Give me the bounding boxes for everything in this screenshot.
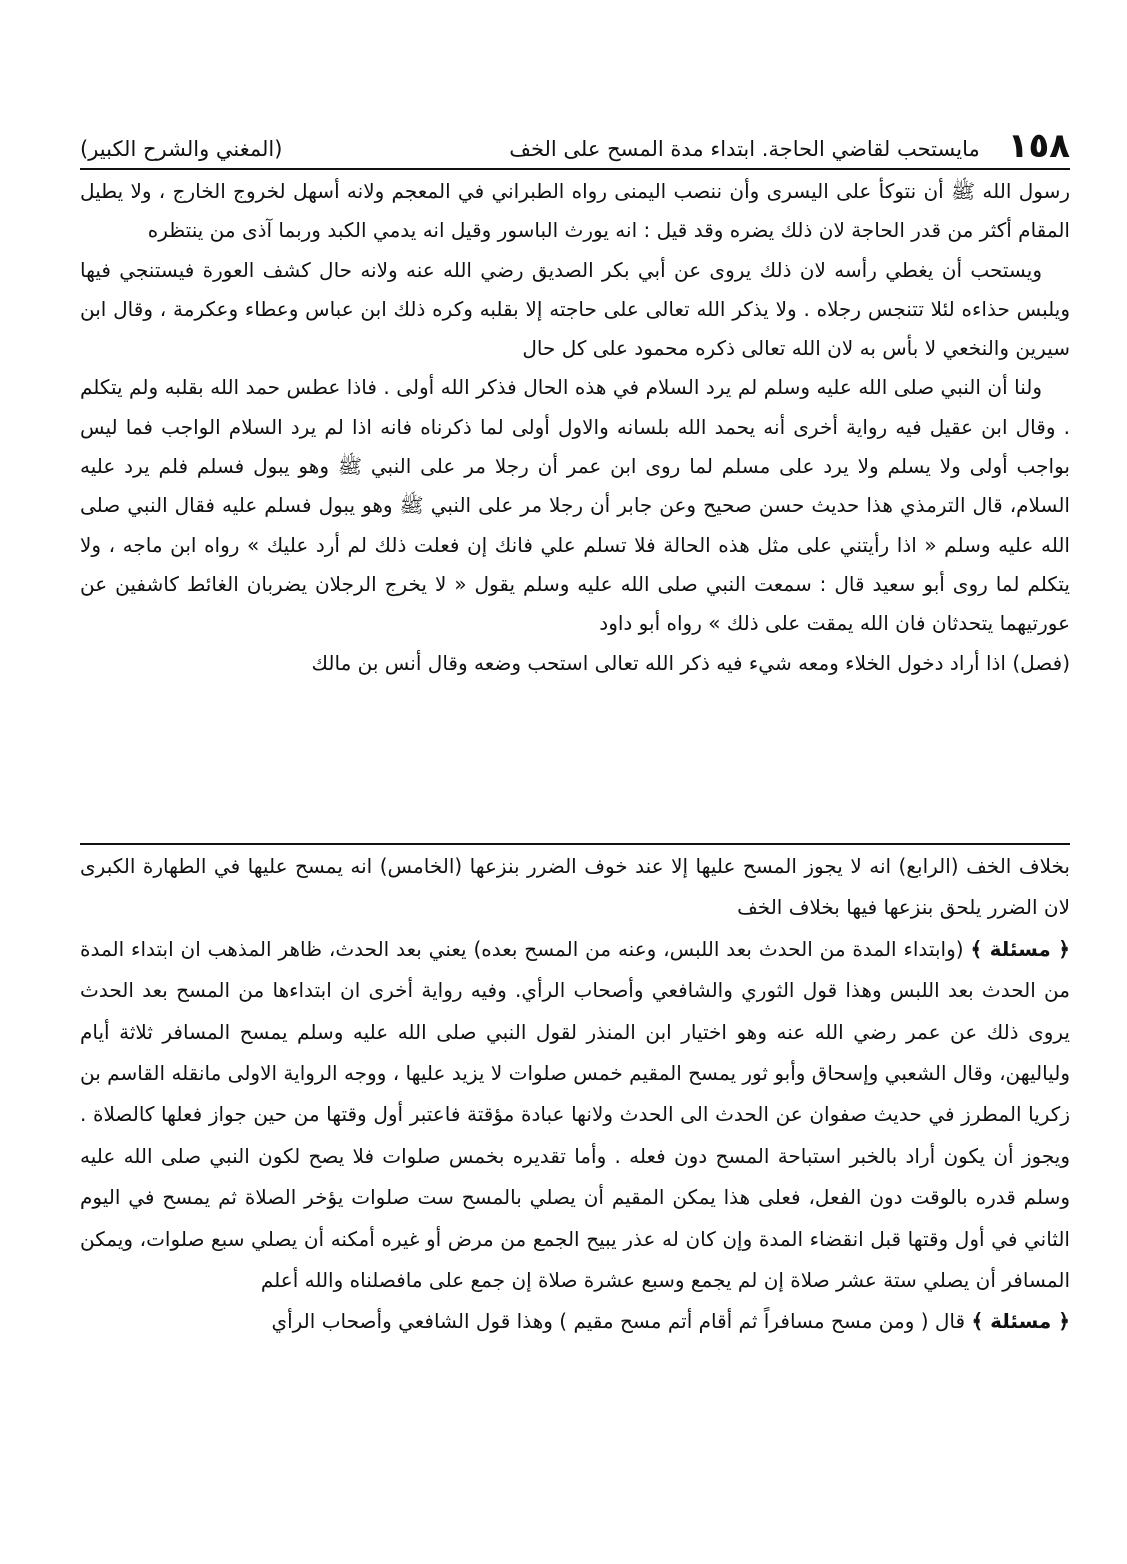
text-paragraph: (فصل) اذا أراد دخول الخلاء ومعه شيء فيه ذكر الله تعالى استحب وضعه وقال أنس بن مالك bbox=[311, 650, 1070, 675]
running-title: مايستحب لقاضي الحاجة. ابتداء مدة المسح على الخف bbox=[509, 137, 980, 161]
text-paragraph: ويستحب أن يغطي رأسه لان ذلك يروى عن أبي بكر الصديق رضي الله عنه ولانه حال كشف العورة فيستنجي فيها ويلبس حذاءه لئلا تتنجس رجلاه . ولا يذكر الله تعالى على حاجته إلا بقلبه وكره ذلك ابن عباس وعطاء وعكرمة ، وقال ابن سيرين والنخعي لا بأس به لان الله تعالى ذكره محمود على كل حال bbox=[80, 257, 1070, 361]
paragraph-body: (وابتداء المدة من الحدث بعد اللبس، وعنه من المسح بعده) يعني بعد الحدث، ظاهر المذهب ان ابتداء المدة من الحدث بعد اللبس وهذا قول الثوري والشافعي وأصحاب الرأي. وفيه رواية أخرى ان ابتداءها من المسح بعد الحدث يروى ذلك عن عمر رضي الله عنه وهو اختيار ابن المنذر لقول النبي صلى الله عليه وسلم يمسح المسافر ثلاثة أيام ولياليهن، وقال الشعبي وإسحاق وأبو ثور يمسح المقيم خمس صلوات لا يزيد عليها ، ووجه الرواية الاولى مانقله القاسم بن زكريا المطرز في حديث صفوان عن الحدث الى الحدث ولانها عبادة مؤقتة فاعتبر أول وقتها من حين جواز فعلها كالصلاة . ويجوز أن يكون أراد بالخبر استباحة المسح دون فعله . وأما تقديره بخمس صلوات فلا يصح لكون النبي صلى الله عليه وسلم قدره بالوقت دون الفعل، فعلى هذا يمكن المقيم أن يصلي بالمسح ست صلوات يؤخر الصلاة ثم يمسح في اليوم الثاني في أول وقتها قبل انقضاء المدة وإن كان له عذر يبيح الجمع من مرض أو غيره أمكنه أن يصلي سبع صلوات، ويمكن المسافر أن يصلي ستة عشر صلاة إن لم يجمع وسبع عشرة صلاة إن جمع على مافصلناه والله أعلم bbox=[80, 936, 1070, 1293]
text-paragraph: ولنا أن النبي صلى الله عليه وسلم لم يرد السلام في هذه الحال فذكر الله أولى . فاذا عطس حمد الله بقلبه ولم يتكلم . وقال ابن عقيل فيه رواية أخرى أنه يحمد الله بلسانه والاول أولى لما ذكرناه فانه اذا لم يرد السلام الواجب فما ليس بواجب أولى ولا يسلم ولا يرد على مسلم لما روى ابن عمر أن رجلا مر على النبي ﷺ وهو يبول فسلم فلم يرد عليه السلام، قال الترمذي هذا حديث حسن صحيح وعن جابر أن رجلا مر على النبي ﷺ وهو يبول فسلم عليه فقال النبي صلى الله عليه وسلم « اذا رأيتني على مثل هذه الحالة فلا تسلم علي فانك إن فعلت ذلك لم أرد عليك » رواه ابن ماجه ، ولا يتكلم لما روى أبو سعيد قال : سمعت النبي صلى الله عليه وسلم يقول « لا يخرج الرجلان يضربان الغائط كاشفين عن عورتيهما يتحدثان فان الله يمقت على ذلك » رواه أبو داود bbox=[80, 375, 1070, 636]
commentary-section bbox=[80, 846, 1070, 1343]
page-header bbox=[80, 118, 1070, 166]
book-title: (المغني والشرح الكبير) bbox=[80, 137, 283, 161]
paragraph-body: قال ( ومن مسح مسافراً ثم أقام أتم مسح مقيم ) وهذا قول الشافعي وأصحاب الرأي bbox=[271, 1309, 966, 1334]
section-divider bbox=[80, 843, 1070, 845]
header-rule bbox=[80, 168, 1070, 170]
text-paragraph bbox=[80, 1301, 1070, 1342]
masala-marker: ﴿ مسئلة ﴾ bbox=[971, 1309, 1070, 1334]
main-text-section bbox=[80, 172, 1070, 683]
masala-marker: ﴿ مسئلة ﴾ bbox=[970, 936, 1071, 961]
text-paragraph: بخلاف الخف (الرابع) انه لا يجوز المسح عليها إلا عند خوف الضرر بنزعها (الخامس) انه يمسح عليها في الطهارة الكبرى لان الضرر يلحق بنزعها فيها بخلاف الخف bbox=[80, 854, 1070, 920]
text-paragraph bbox=[80, 929, 1070, 1302]
text-paragraph: رسول الله ﷺ أن نتوكأ على اليسرى وأن ننصب اليمنى رواه الطبراني في المعجم ولانه أسهل لخروج الخارج ، ولا يطيل المقام أكثر من قدر الحاجة لان ذلك يضره وقد قيل : انه يورث الباسور وقيل انه يدمي الكبد وربما آذى من ينتظره bbox=[80, 179, 1070, 243]
page-number: ١٥٨ bbox=[1007, 126, 1070, 166]
